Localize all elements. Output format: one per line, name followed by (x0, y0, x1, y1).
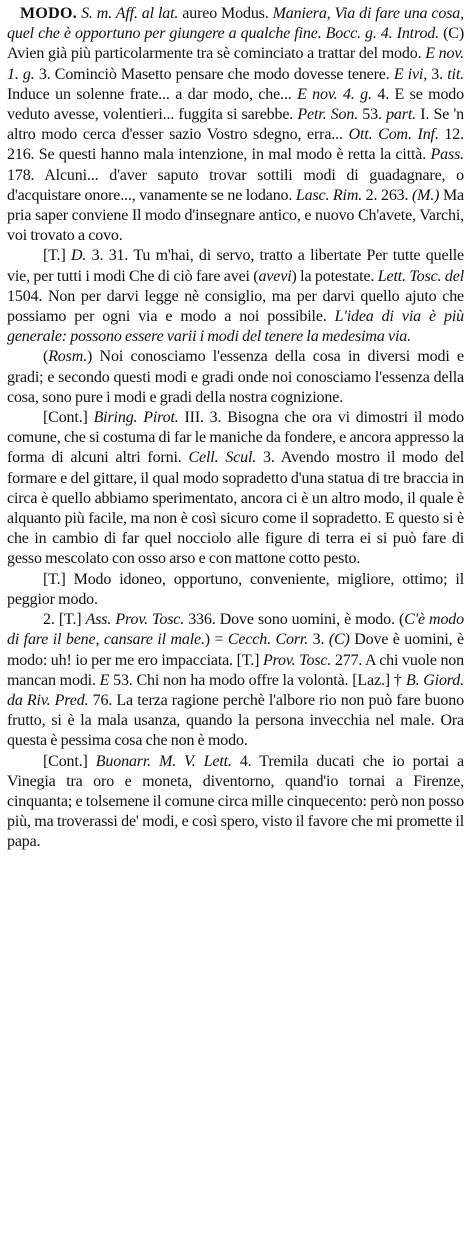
text-run: Induce un solenne frate... a dar modo, che... (7, 85, 298, 103)
text-run: 277. A chi vuole non mancan modi. (7, 651, 464, 689)
text-run: 3. Cominciò Masetto pensare che modo dovesse tenere. (34, 65, 394, 83)
italic-text-run: E ivi, (393, 65, 428, 83)
text-run: 12. 216. Se questi hanno mala intenzione, in mal modo è retta la città. (7, 126, 464, 164)
italic-text-run: C'è modo di fare il bene, cansare il male. (7, 611, 464, 649)
italic-text-run: S. m. Aff. al lat. (81, 5, 179, 22)
italic-text-run: (M.) (411, 186, 440, 204)
italic-text-run: Lett. Tosc. del (377, 267, 464, 285)
italic-text-run: Maniera, Via di fare una cosa, quel che è opportuno per giungere a qualche fine. Bocc. g. 4. Introd. (7, 5, 464, 43)
text-run: ) = (204, 631, 228, 649)
italic-text-run: E nov. 4. g. (297, 85, 372, 103)
italic-text-run: Cell. Scul. (188, 449, 257, 467)
entry-paragraph (7, 752, 464, 853)
text-run: (C) Avien già più particolarmente tra sè cominciato a trattar del modo. (7, 25, 464, 63)
text-run: 4. E se modo veduto avesse, volentieri... fuggita si sarebbe. (7, 85, 464, 124)
text-run: 3. (308, 631, 329, 649)
italic-text-run: B. Giord. da Riv. Pred. (7, 671, 464, 709)
text-run: 76. La terza ragione perchè l'albore rio non può fare buono frutto, si è la mala usanza, quando la persona invecchia nel male. Ora questa è pessima cosa che non è modo. (7, 691, 464, 750)
italic-text-run: tit. (447, 65, 464, 83)
entry-paragraph (7, 246, 464, 347)
text-run: [T.] (43, 247, 72, 265)
text-run: Ma pria saper conviene Il modo d'insegnare antico, e nuovo Ch'avete, Varchi, voi trovato a covo. (7, 186, 464, 245)
entry-paragraph (7, 347, 464, 408)
entry-paragraph (7, 570, 464, 610)
text-run: 2. [T.] (43, 611, 86, 629)
italic-text-run: part. (386, 106, 416, 124)
text-run: 178. Alcuni... d'aver saputo trovar sottili modi di guadagnare, o d'acquistare onore..., vanamente se ne lodano. (7, 166, 464, 204)
italic-text-run: (C) (328, 631, 350, 649)
italic-text-run: Rosm. (48, 348, 87, 366)
italic-text-run: Ass. Prov. Tosc. (85, 611, 185, 629)
italic-text-run: Pass. (430, 146, 464, 164)
text-run: 1504. Non per darvi legge nè consiglio, ma per darvi quello ajuto che possiamo per ogni via e modo a noi possibile. (7, 287, 464, 326)
headword: MODO. (20, 5, 78, 22)
text-run: ) Noi conosciamo l'essenza della cosa in diversi modi e gradi; e secondo questi modi e gradi onde noi conosciamo l'essenza della cosa, sono pure i modi e gradi della nostra cognizione. (7, 348, 464, 406)
text-run: [Cont.] (43, 752, 96, 770)
text-run: ( (43, 348, 49, 366)
text-run: 3. (427, 65, 448, 83)
text-run: [T.] Modo idoneo, opportuno, conveniente, migliore, ottimo; il peggior modo. (7, 570, 464, 608)
text-run: 53. (358, 106, 387, 124)
italic-text-run: avevi (258, 267, 292, 285)
text-run: aureo Modus. (178, 5, 273, 22)
italic-text-run: Lasc. Rim. (295, 186, 363, 204)
dictionary-entry-modo (7, 4, 464, 853)
italic-text-run: Biring. Pirot. (93, 409, 179, 427)
text-run: 336. Dove sono uomini, è modo. ( (184, 611, 405, 629)
text-run: I. Se 'n altro modo cerca d'esser sazio Vostro sdegno, erra... (7, 106, 464, 144)
text-run: ) la potestate. (291, 267, 378, 285)
text-run: [Cont.] (43, 409, 94, 427)
italic-text-run: Prov. Tosc. (262, 651, 332, 669)
italic-text-run: Ott. Com. Inf. (348, 126, 439, 144)
italic-text-run: E nov. 1. g. (7, 45, 464, 83)
italic-text-run: Cecch. Corr. (227, 631, 309, 649)
italic-text-run: Petr. Son. (297, 106, 359, 124)
entry-paragraph (7, 4, 464, 246)
text-run: 53. Chi non ha modo offre la volontà. [Laz.] † (109, 671, 406, 689)
text-run: 4. Tremila ducati che io portai a Vinegia tra oro e moneta, diventorno, quand'io tornai a Firenze, cinquanta; e tolsemene il comune circa mille cinquecento: però non posso più, ma troverassi de' modi, e così spero, visto il favore che mi promette il papa. (7, 752, 465, 851)
text-run: Dove è uomini, è modo: uh! io per me ero impacciata. [T.] (7, 631, 464, 669)
text-run: 3. 31. Tu m'hai, di servo, tratto a libertate Per tutte quelle vie, per tutti i modi Che di ciò fare avei ( (7, 247, 465, 285)
text-run: III. 3. Bisogna che ora vi dimostri il modo comune, che si costuma di far le maniche da fondere, e ancora appresso la forma di alcuni altri forni. (7, 409, 465, 467)
italic-text-run: D. (71, 247, 87, 265)
italic-text-run: Buonarr. M. V. Lett. (95, 752, 232, 770)
italic-text-run: L'idea di via è più generale: possono essere varii i modi del tenere la medesima via. (7, 308, 464, 346)
entry-paragraph (7, 408, 464, 570)
italic-text-run: E (99, 671, 110, 689)
text-run: 3. Avendo mostro il modo del formare e del gittare, il qual modo sopradetto d'una statua di tre braccia in circa è quello abbiamo sperimentato, ancora ci è un altro modo, il quale è alquanto più facile, ma non è così sicuro come il sopradetto. E questo si è che in cambio di far quel nocciolo alle figure di terra ei si può fare di gesso mescolato con osso arso e con mattone cotto pesto. (7, 449, 465, 568)
text-run: 2. 263. (362, 186, 412, 204)
entry-paragraph (7, 610, 464, 751)
